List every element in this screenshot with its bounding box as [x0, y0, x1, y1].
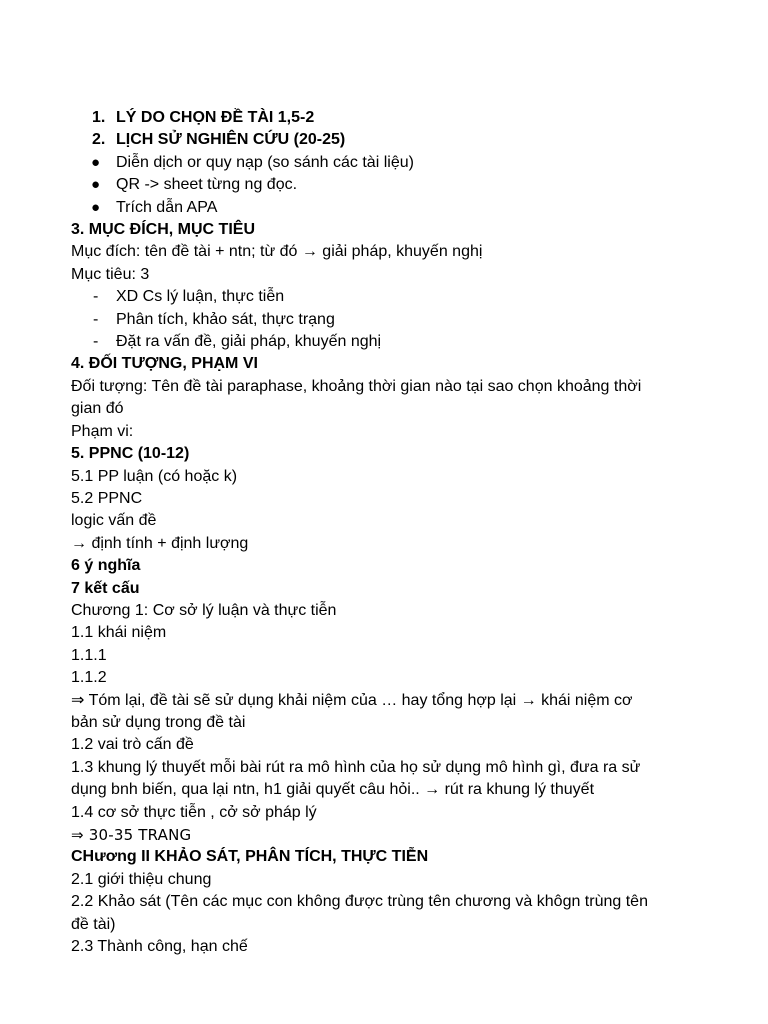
summary-line-2: bản sử dụng trong đề tài [71, 713, 246, 731]
bullet-text: QR -> sheet từng ng đọc. [116, 176, 298, 194]
bullet-text: Diễn dịch or quy nạp (so sánh các tài liệu) [116, 153, 414, 171]
list-item-text: LÝ DO CHỌN ĐỀ TÀI 1,5-2 [116, 109, 315, 126]
method-line-1: 5.1 PP luận (có hoặc k) [71, 467, 238, 485]
list-number: 2. [92, 131, 106, 149]
section-6-heading: 6 ý nghĩa [71, 557, 141, 575]
dash-text: Phân tích, khảo sát, thực trạng [116, 310, 335, 328]
chapter-1-title: Chương 1: Cơ sở lý luận và thực tiễn [71, 601, 337, 619]
bullet-text: Trích dẫn APA [116, 198, 218, 216]
dash-marker: - [93, 310, 99, 328]
subsection-1-1-1: 1.1.1 [71, 646, 107, 664]
bullet-item [71, 174, 671, 196]
dash-item [71, 331, 671, 353]
subsection-2-2-line-1: 2.2 Khảo sát (Tên các mục con không được trùng tên chương và khôgn trùng tên [71, 893, 648, 911]
bullet-icon: ● [91, 153, 101, 171]
list-item-text: LỊCH SỬ NGHIÊN CỨU (20-25) [116, 131, 346, 149]
method-line-4: → định tính + định lượng [71, 534, 249, 552]
subsection-2-1: 2.1 giới thiệu chung [71, 870, 212, 888]
dash-marker: - [93, 288, 99, 306]
document-page [71, 107, 671, 958]
dash-item [71, 309, 671, 331]
bullet-item [71, 197, 671, 219]
object-text-line-1: Đối tượng: Tên đề tài paraphase, khoảng thời gian nào tại sao chọn khoảng thời [71, 377, 642, 395]
dash-marker: - [93, 333, 99, 351]
subsection-1-1-2: 1.1.2 [71, 669, 107, 687]
chapter-2-heading: CHương II KHẢO SÁT, PHÂN TÍCH, THỰC TIỄN [71, 848, 429, 866]
subsection-2-2-line-2: đề tài) [71, 915, 116, 933]
list-item-reason [71, 107, 671, 129]
bullet-icon: ● [91, 198, 101, 216]
subsection-1-1: 1.1 khái niệm [71, 624, 167, 642]
dash-text: XD Cs lý luận, thực tiễn [116, 288, 285, 306]
object-text-line-2: gian đó [71, 400, 124, 418]
subsection-1-3-line-2: dụng bnh biến, qua lại ntn, h1 giải quyết câu hỏi.. → rút ra khung lý thuyết [71, 781, 595, 799]
section-3-heading: 3. MỤC ĐÍCH, MỤC TIÊU [71, 221, 255, 239]
bullet-item [71, 152, 671, 174]
section-7-heading: 7 kết cấu [71, 579, 140, 597]
subsection-2-3: 2.3 Thành công, hạn chế [71, 938, 248, 956]
summary-line-1: ⇒ Tóm lại, đề tài sẽ sử dụng khải niệm của … hay tổng hợp lại → khái niệm cơ [71, 691, 633, 709]
dash-text: Đặt ra vấn đề, giải pháp, khuyến nghị [116, 333, 382, 351]
bullet-icon: ● [91, 176, 101, 194]
purpose-text: Mục đích: tên đề tài + ntn; từ đó → giải pháp, khuyến nghị [71, 243, 483, 261]
method-line-3: logic vấn đề [71, 512, 157, 530]
list-number: 1. [92, 109, 106, 126]
section-4-heading: 4. ĐỐI TƯỢNG, PHẠM VI [71, 355, 258, 373]
dash-item [71, 286, 671, 308]
subsection-1-4: 1.4 cơ sở thực tiễn , cở sở pháp lý [71, 803, 317, 821]
scope-text: Phạm vi: [71, 422, 134, 440]
section-5-heading: 5. PPNC (10-12) [71, 445, 190, 463]
subsection-1-2: 1.2 vai trò cấn đề [71, 736, 194, 754]
goals-text: Mục tiêu: 3 [71, 265, 150, 283]
page-count-note: ⇒ 30-35 TRANG [71, 826, 192, 844]
list-item-history [71, 129, 671, 151]
subsection-1-3-line-1: 1.3 khung lý thuyết mỗi bài rút ra mô hình của họ sử dụng mô hình gì, đưa ra sử [71, 758, 641, 776]
method-line-2: 5.2 PPNC [71, 489, 143, 507]
